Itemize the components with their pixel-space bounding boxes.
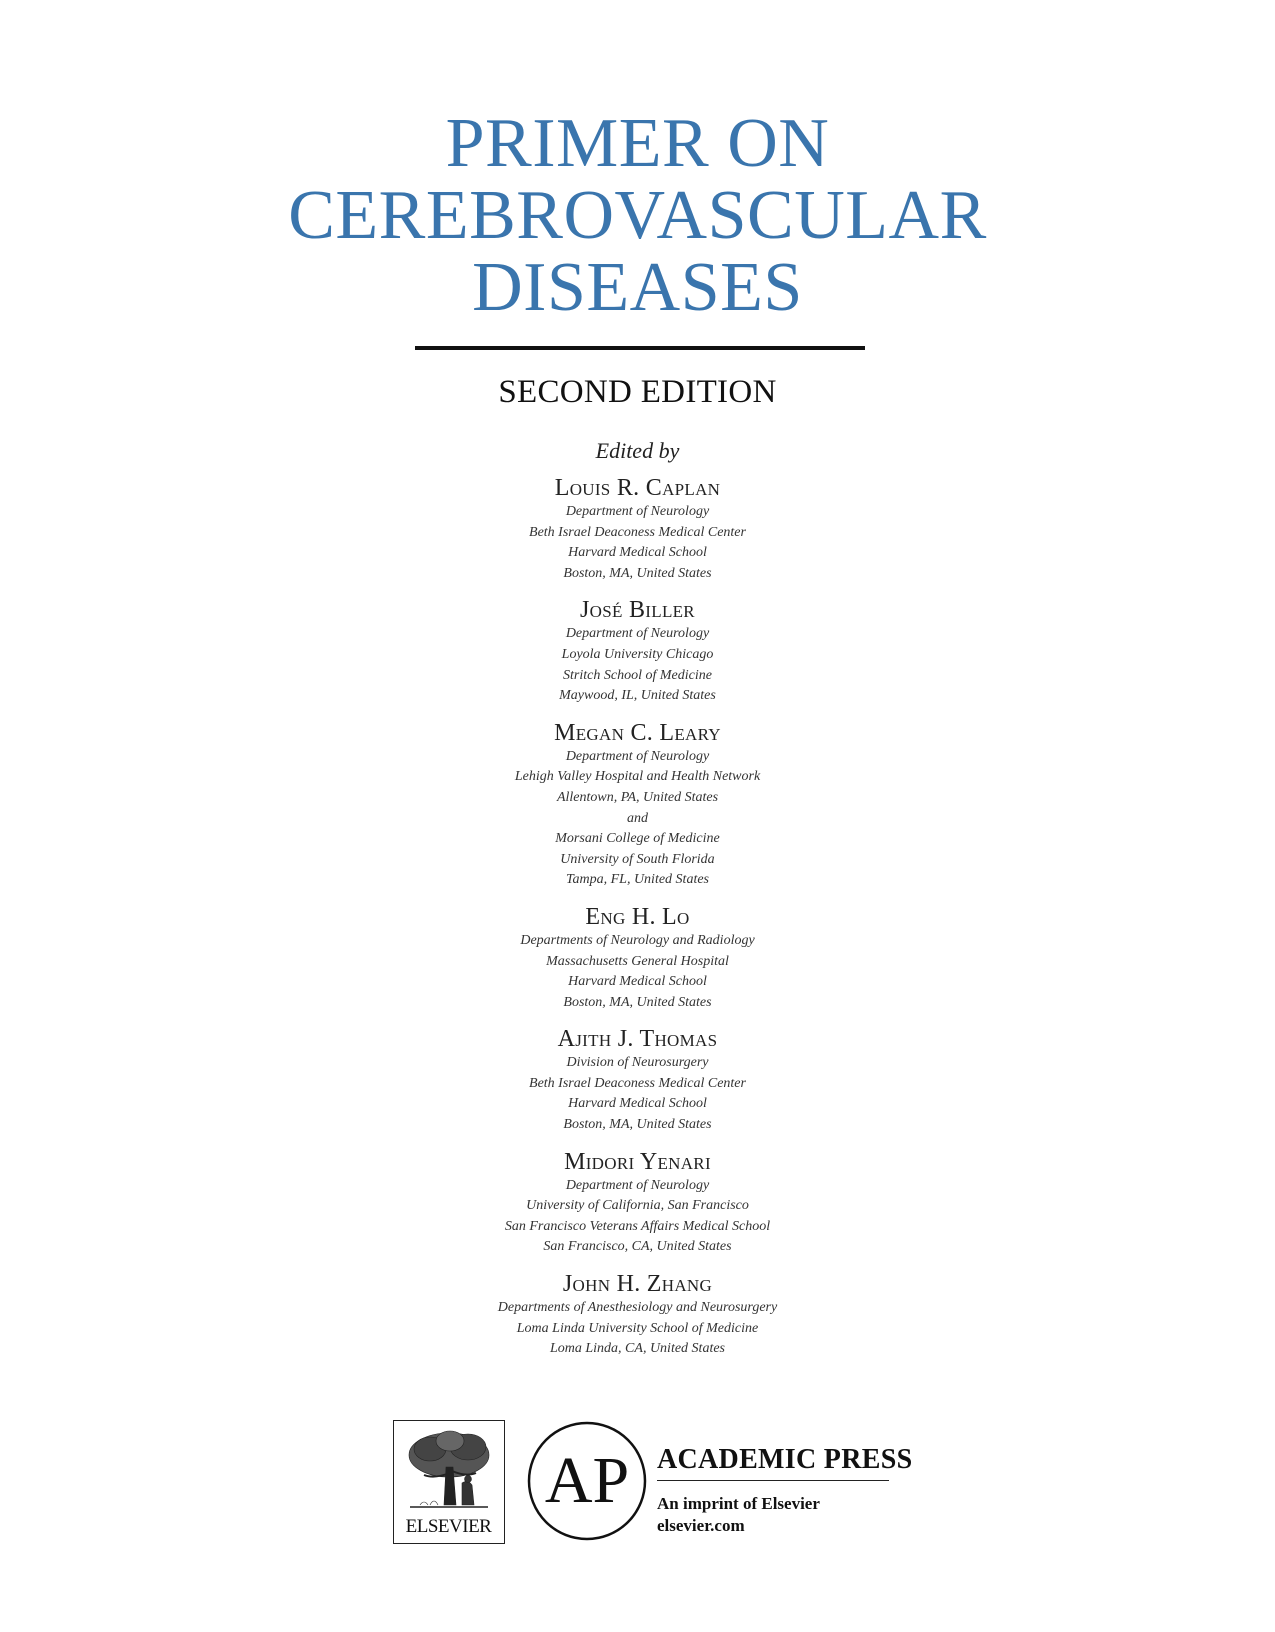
editor-affiliation: Department of Neurology [565,626,710,642]
editor-entry [0,1270,1275,1360]
editor-affiliation: Massachusetts General Hospital [546,953,729,969]
edited-by-label: Edited by [595,438,680,463]
editor-affiliation: Maywood, IL, United States [559,688,716,704]
editor-affiliation: Departments of Anesthesiology and Neurosurgery [497,1300,778,1316]
editor-affiliation: Beth Israel Deaconess Medical Center [529,1075,746,1091]
academic-press-monogram [526,1420,648,1542]
editor-affiliation: Loyola University Chicago [561,646,714,662]
editor-name: John H. Zhang [562,1271,713,1298]
editor-affiliation: Tampa, FL, United States [566,872,709,888]
editor-affiliation: Loma Linda, CA, United States [549,1341,725,1357]
editor-affiliation: San Francisco, CA, United States [543,1239,732,1255]
editor-affiliation: Department of Neurology [565,1177,710,1193]
editor-affiliation: Department of Neurology [565,748,710,764]
title-divider [415,346,865,350]
editor-affiliation: Harvard Medical School [568,974,707,990]
editor-affiliation: Boston, MA, United States [563,994,712,1010]
publisher-name: ACADEMIC PRESS [657,1444,889,1481]
elsevier-logo-text: ELSEVIER [405,1516,492,1537]
edition-label: SECOND EDITION [498,374,777,410]
editor-affiliation: Departments of Neurology and Radiology [520,932,755,948]
publisher-website: elsevier.com [657,1516,745,1535]
editor-entry [0,719,1275,891]
editor-entry [0,903,1275,1013]
editor-affiliation: Loma Linda University School of Medicine [516,1320,759,1336]
elsevier-logo [393,1420,505,1544]
editor-affiliation: Boston, MA, United States [563,565,712,581]
editor-affiliation: University of California, San Francisco [526,1198,749,1214]
editor-affiliation: Division of Neurosurgery [566,1055,709,1071]
editor-name: Louis R. Caplan [554,475,721,501]
book-title [0,105,1275,326]
elsevier-tree-icon [400,1427,498,1513]
editor-affiliation: San Francisco Veterans Affairs Medical School [504,1218,771,1234]
publisher-block [0,1420,1275,1550]
editor-affiliation: and [627,810,648,826]
editor-name: Eng H. Lo [585,903,690,930]
editor-entry [0,474,1275,584]
editor-affiliation: Harvard Medical School [568,545,707,561]
editor-name: Midori Yenari [564,1148,711,1175]
editor-entry [0,596,1275,706]
editor-affiliation: Boston, MA, United States [563,1117,712,1133]
editor-entry [0,1148,1275,1258]
editor-entry [0,1025,1275,1135]
editor-name: Ajith J. Thomas [557,1026,718,1053]
editor-list [0,474,1275,1372]
title-line-1: PRIMER ON [445,105,830,182]
title-line-2: CEREBROVASCULAR [288,177,987,254]
ap-monogram-text: AP [544,1444,630,1517]
publisher-imprint: An imprint of Elsevier [657,1494,820,1513]
editor-name: Megan C. Leary [554,719,721,746]
editor-affiliation: Allentown, PA, United States [556,789,719,805]
editor-affiliation: Beth Israel Deaconess Medical Center [529,524,746,540]
editor-affiliation: Department of Neurology [565,504,710,519]
editor-affiliation: Stritch School of Medicine [563,667,712,683]
title-line-3: DISEASES [472,249,803,326]
editor-affiliation: University of South Florida [560,851,715,867]
academic-press-info [657,1444,913,1537]
editor-affiliation: Harvard Medical School [568,1096,707,1112]
editor-name: José Biller [580,597,695,624]
editor-affiliation: Lehigh Valley Hospital and Health Network [514,769,761,785]
editor-affiliation: Morsani College of Medicine [555,831,720,847]
